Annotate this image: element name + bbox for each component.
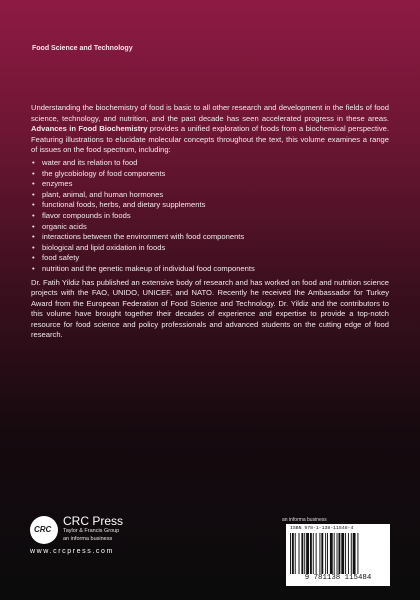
barcode-bar [348, 533, 349, 574]
list-item: • nutrition and the genetic makeup of individual food components [31, 264, 389, 275]
publisher-url: www.crcpress.com [30, 548, 114, 555]
barcode-icon [290, 533, 386, 574]
list-item: • water and its relation to food [31, 158, 389, 169]
book-title: Advances in Food Biochemistry [31, 124, 148, 134]
barcode-bar [353, 533, 356, 574]
crc-logo-icon: CRC [30, 516, 58, 544]
barcode-bar [319, 533, 320, 574]
publisher-informa: an informa business [63, 536, 113, 542]
barcode-bar [337, 533, 338, 574]
isbn-text: ISBN 978-1-138-11548-4 [290, 526, 354, 531]
barcode-bar [327, 533, 328, 574]
barcode-bar [290, 533, 291, 574]
barcode-label: an informa business [282, 517, 327, 523]
barcode-bar [304, 533, 305, 574]
barcode-bar [338, 533, 340, 574]
barcode-bar [334, 533, 335, 574]
barcode-bar [310, 533, 312, 574]
list-item: • food safety [31, 253, 389, 264]
publisher-name: CRC Press [63, 514, 124, 528]
barcode-bar [306, 533, 309, 574]
intro-text-start: Understanding the biochemistry of food is basic to all other research and development in the fields of food science, technology, and nutrition, and the past decade has seen accelerated progress in these areas. [31, 103, 389, 123]
list-item: • the glycobiology of food components [31, 169, 389, 180]
list-item: • organic acids [31, 222, 389, 233]
barcode-bar [316, 533, 317, 574]
description [31, 103, 389, 341]
barcode-bar [330, 533, 333, 574]
barcode-bar [299, 533, 300, 574]
list-item: • plant, animal, and human hormones [31, 190, 389, 201]
list-item: • enzymes [31, 179, 389, 190]
barcode-bar [321, 533, 323, 574]
intro-text-end: provides a unified exploration of foods from a biochemical perspective. Featuring illustrations to elucidate molecular concepts throughout the text, this volume examines a range of issues on the food spectrum, including: [31, 124, 389, 155]
barcode-bar [325, 533, 326, 574]
barcode-bar [345, 533, 346, 574]
series-title: Food Science and Technology [32, 45, 133, 52]
isbn-number: 9 781138 115484 [304, 574, 372, 582]
barcode-bar [351, 533, 352, 574]
topic-list [31, 158, 389, 275]
list-item: • interactions between the environment with food components [31, 232, 389, 243]
publisher-group: Taylor & Francis Group [63, 528, 120, 534]
barcode-bar [295, 533, 296, 574]
intro-paragraph [31, 103, 389, 156]
isbn-barcode [286, 524, 390, 586]
barcode-bar [357, 533, 358, 574]
barcode-bar [341, 533, 344, 574]
list-item: • flavor compounds in foods [31, 211, 389, 222]
barcode-bar [301, 533, 303, 574]
barcode-bar [292, 533, 294, 574]
list-item: • biological and lipid oxidation in foods [31, 243, 389, 254]
list-item: • functional foods, herbs, and dietary supplements [31, 200, 389, 211]
author-paragraph: Dr. Fatih Yildiz has published an extensive body of research and has worked on food and nutrition science projects with the FAO, UNIDO, UNICEF, and NATO. Recently he received the Ambassador for Turkey Award from the European Federation of Food Science and Technology. Dr. Yildiz and the contributors to this volume have brought together their decades of experience and expertise to provide a top-notch resource for food science and policy professionals and advanced students on the cutting edge of food research. [31, 277, 389, 340]
barcode-bar [313, 533, 314, 574]
